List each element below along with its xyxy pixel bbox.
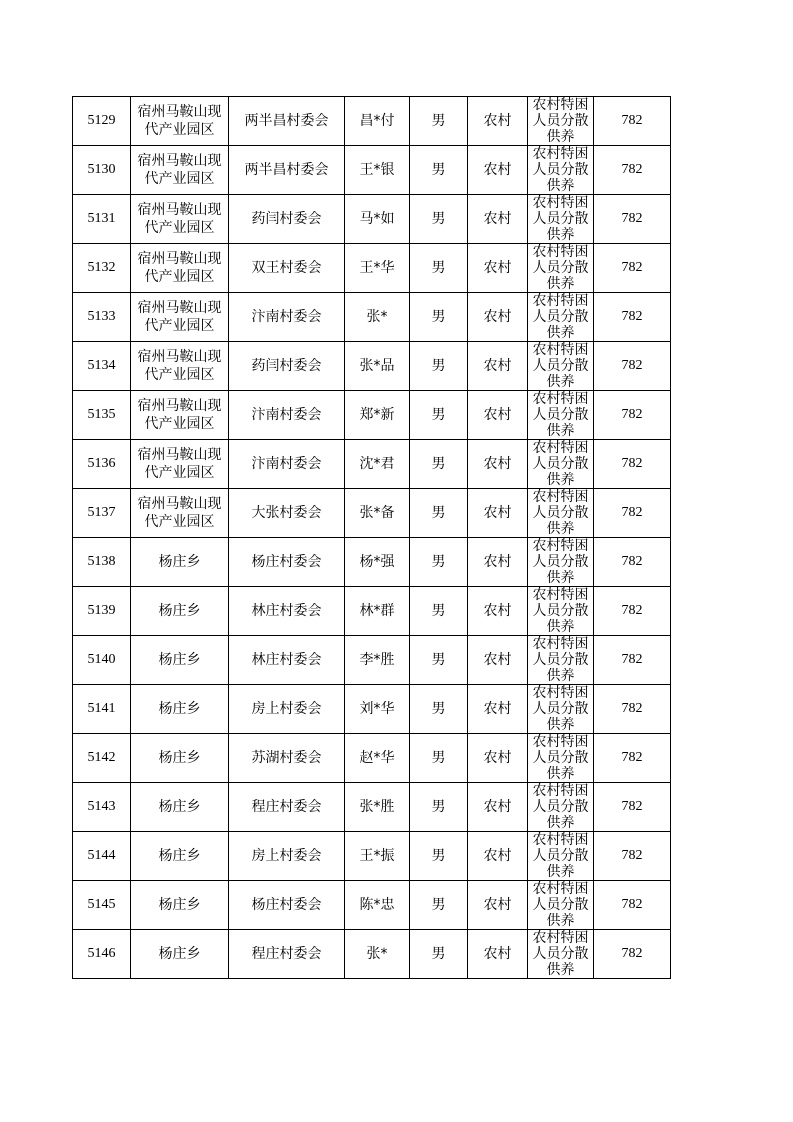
- row-number: 5129: [73, 97, 131, 146]
- row-number: 5133: [73, 293, 131, 342]
- person-name-cell: 刘*华: [345, 685, 410, 734]
- person-name-cell: 杨*强: [345, 538, 410, 587]
- row-number: 5143: [73, 783, 131, 832]
- table-row: [73, 538, 671, 587]
- gender-cell: 男: [410, 97, 468, 146]
- table-row: [73, 440, 671, 489]
- category-cell: [528, 734, 594, 783]
- gender-cell: 男: [410, 538, 468, 587]
- amount-cell: 782: [594, 783, 671, 832]
- category-text: 农村特困人员分散供养: [532, 195, 589, 243]
- category-text: 农村特困人员分散供养: [532, 293, 589, 341]
- person-name-cell: 林*群: [345, 587, 410, 636]
- area-type-cell: 农村: [468, 734, 528, 783]
- category-cell: [528, 244, 594, 293]
- village-cell: 汴南村委会: [229, 293, 345, 342]
- amount-cell: 782: [594, 293, 671, 342]
- person-name-cell: 陈*忠: [345, 881, 410, 930]
- category-text: 农村特困人员分散供养: [532, 832, 589, 880]
- row-number: 5139: [73, 587, 131, 636]
- category-text: 农村特困人员分散供养: [532, 244, 589, 292]
- town-cell: 宿州马鞍山现代产业园区: [131, 391, 229, 440]
- amount-cell: 782: [594, 930, 671, 979]
- table-row: [73, 195, 671, 244]
- town-cell: 宿州马鞍山现代产业园区: [131, 293, 229, 342]
- area-type-cell: 农村: [468, 195, 528, 244]
- town-cell: 杨庄乡: [131, 930, 229, 979]
- category-cell: [528, 195, 594, 244]
- person-name-cell: 马*如: [345, 195, 410, 244]
- row-number: 5142: [73, 734, 131, 783]
- table-row: [73, 391, 671, 440]
- person-name-cell: 张*: [345, 293, 410, 342]
- gender-cell: 男: [410, 881, 468, 930]
- area-type-cell: 农村: [468, 244, 528, 293]
- row-number: 5130: [73, 146, 131, 195]
- town-cell: 杨庄乡: [131, 587, 229, 636]
- area-type-cell: 农村: [468, 146, 528, 195]
- row-number: 5138: [73, 538, 131, 587]
- gender-cell: 男: [410, 930, 468, 979]
- town-cell: 杨庄乡: [131, 832, 229, 881]
- category-cell: [528, 538, 594, 587]
- person-name-cell: 王*振: [345, 832, 410, 881]
- category-cell: [528, 391, 594, 440]
- table-row: [73, 881, 671, 930]
- row-number: 5145: [73, 881, 131, 930]
- category-text: 农村特困人员分散供养: [532, 97, 589, 145]
- table-row: [73, 244, 671, 293]
- beneficiary-table: [72, 96, 671, 979]
- table-row: [73, 293, 671, 342]
- gender-cell: 男: [410, 832, 468, 881]
- row-number: 5135: [73, 391, 131, 440]
- area-type-cell: 农村: [468, 489, 528, 538]
- area-type-cell: 农村: [468, 636, 528, 685]
- town-cell: 杨庄乡: [131, 783, 229, 832]
- person-name-cell: 沈*君: [345, 440, 410, 489]
- table-row: [73, 587, 671, 636]
- category-text: 农村特困人员分散供养: [532, 636, 589, 684]
- town-cell: 宿州马鞍山现代产业园区: [131, 342, 229, 391]
- town-cell: 杨庄乡: [131, 636, 229, 685]
- table-row: [73, 734, 671, 783]
- category-cell: [528, 783, 594, 832]
- amount-cell: 782: [594, 146, 671, 195]
- row-number: 5140: [73, 636, 131, 685]
- gender-cell: 男: [410, 636, 468, 685]
- village-cell: 苏湖村委会: [229, 734, 345, 783]
- village-cell: 两半昌村委会: [229, 146, 345, 195]
- village-cell: 两半昌村委会: [229, 97, 345, 146]
- gender-cell: 男: [410, 146, 468, 195]
- village-cell: 林庄村委会: [229, 587, 345, 636]
- area-type-cell: 农村: [468, 587, 528, 636]
- village-cell: 杨庄村委会: [229, 538, 345, 587]
- category-cell: [528, 636, 594, 685]
- gender-cell: 男: [410, 293, 468, 342]
- amount-cell: 782: [594, 342, 671, 391]
- category-cell: [528, 587, 594, 636]
- village-cell: 汴南村委会: [229, 391, 345, 440]
- town-cell: 宿州马鞍山现代产业园区: [131, 146, 229, 195]
- amount-cell: 782: [594, 636, 671, 685]
- village-cell: 房上村委会: [229, 832, 345, 881]
- town-cell: 杨庄乡: [131, 881, 229, 930]
- row-number: 5136: [73, 440, 131, 489]
- category-text: 农村特困人员分散供养: [532, 538, 589, 586]
- category-text: 农村特困人员分散供养: [532, 685, 589, 733]
- village-cell: 汴南村委会: [229, 440, 345, 489]
- village-cell: 杨庄村委会: [229, 881, 345, 930]
- area-type-cell: 农村: [468, 391, 528, 440]
- town-cell: 杨庄乡: [131, 538, 229, 587]
- person-name-cell: 赵*华: [345, 734, 410, 783]
- category-text: 农村特困人员分散供养: [532, 440, 589, 488]
- category-text: 农村特困人员分散供养: [532, 930, 589, 978]
- gender-cell: 男: [410, 342, 468, 391]
- gender-cell: 男: [410, 440, 468, 489]
- table-row: [73, 832, 671, 881]
- person-name-cell: 张*备: [345, 489, 410, 538]
- gender-cell: 男: [410, 391, 468, 440]
- category-text: 农村特困人员分散供养: [532, 881, 589, 929]
- gender-cell: 男: [410, 244, 468, 293]
- category-text: 农村特困人员分散供养: [532, 391, 589, 439]
- village-cell: 药闫村委会: [229, 195, 345, 244]
- area-type-cell: 农村: [468, 440, 528, 489]
- category-cell: [528, 146, 594, 195]
- area-type-cell: 农村: [468, 783, 528, 832]
- area-type-cell: 农村: [468, 930, 528, 979]
- amount-cell: 782: [594, 440, 671, 489]
- row-number: 5132: [73, 244, 131, 293]
- category-text: 农村特困人员分散供养: [532, 734, 589, 782]
- category-text: 农村特困人员分散供养: [532, 342, 589, 390]
- amount-cell: 782: [594, 587, 671, 636]
- category-cell: [528, 489, 594, 538]
- person-name-cell: 张*: [345, 930, 410, 979]
- category-cell: [528, 293, 594, 342]
- row-number: 5131: [73, 195, 131, 244]
- category-cell: [528, 832, 594, 881]
- row-number: 5144: [73, 832, 131, 881]
- row-number: 5141: [73, 685, 131, 734]
- row-number: 5137: [73, 489, 131, 538]
- village-cell: 大张村委会: [229, 489, 345, 538]
- village-cell: 程庄村委会: [229, 783, 345, 832]
- category-cell: [528, 342, 594, 391]
- village-cell: 林庄村委会: [229, 636, 345, 685]
- row-number: 5134: [73, 342, 131, 391]
- area-type-cell: 农村: [468, 538, 528, 587]
- table-row: [73, 636, 671, 685]
- village-cell: 双王村委会: [229, 244, 345, 293]
- person-name-cell: 郑*新: [345, 391, 410, 440]
- gender-cell: 男: [410, 489, 468, 538]
- table-row: [73, 97, 671, 146]
- category-text: 农村特困人员分散供养: [532, 489, 589, 537]
- person-name-cell: 王*华: [345, 244, 410, 293]
- village-cell: 房上村委会: [229, 685, 345, 734]
- amount-cell: 782: [594, 734, 671, 783]
- table-row: [73, 342, 671, 391]
- gender-cell: 男: [410, 685, 468, 734]
- amount-cell: 782: [594, 489, 671, 538]
- area-type-cell: 农村: [468, 685, 528, 734]
- category-text: 农村特困人员分散供养: [532, 587, 589, 635]
- table-row: [73, 685, 671, 734]
- person-name-cell: 昌*付: [345, 97, 410, 146]
- gender-cell: 男: [410, 195, 468, 244]
- category-cell: [528, 97, 594, 146]
- village-cell: 药闫村委会: [229, 342, 345, 391]
- row-number: 5146: [73, 930, 131, 979]
- area-type-cell: 农村: [468, 832, 528, 881]
- table-row: [73, 146, 671, 195]
- category-cell: [528, 930, 594, 979]
- person-name-cell: 张*品: [345, 342, 410, 391]
- amount-cell: 782: [594, 97, 671, 146]
- area-type-cell: 农村: [468, 293, 528, 342]
- category-text: 农村特困人员分散供养: [532, 146, 589, 194]
- amount-cell: 782: [594, 391, 671, 440]
- category-cell: [528, 881, 594, 930]
- category-cell: [528, 440, 594, 489]
- category-cell: [528, 685, 594, 734]
- village-cell: 程庄村委会: [229, 930, 345, 979]
- town-cell: 杨庄乡: [131, 734, 229, 783]
- town-cell: 宿州马鞍山现代产业园区: [131, 195, 229, 244]
- amount-cell: 782: [594, 538, 671, 587]
- gender-cell: 男: [410, 587, 468, 636]
- town-cell: 杨庄乡: [131, 685, 229, 734]
- amount-cell: 782: [594, 685, 671, 734]
- town-cell: 宿州马鞍山现代产业园区: [131, 97, 229, 146]
- gender-cell: 男: [410, 734, 468, 783]
- gender-cell: 男: [410, 783, 468, 832]
- amount-cell: 782: [594, 832, 671, 881]
- amount-cell: 782: [594, 881, 671, 930]
- town-cell: 宿州马鞍山现代产业园区: [131, 440, 229, 489]
- table-row: [73, 783, 671, 832]
- person-name-cell: 王*银: [345, 146, 410, 195]
- area-type-cell: 农村: [468, 342, 528, 391]
- amount-cell: 782: [594, 244, 671, 293]
- table-row: [73, 930, 671, 979]
- category-text: 农村特困人员分散供养: [532, 783, 589, 831]
- amount-cell: 782: [594, 195, 671, 244]
- area-type-cell: 农村: [468, 97, 528, 146]
- town-cell: 宿州马鞍山现代产业园区: [131, 489, 229, 538]
- person-name-cell: 李*胜: [345, 636, 410, 685]
- town-cell: 宿州马鞍山现代产业园区: [131, 244, 229, 293]
- area-type-cell: 农村: [468, 881, 528, 930]
- table-row: [73, 489, 671, 538]
- person-name-cell: 张*胜: [345, 783, 410, 832]
